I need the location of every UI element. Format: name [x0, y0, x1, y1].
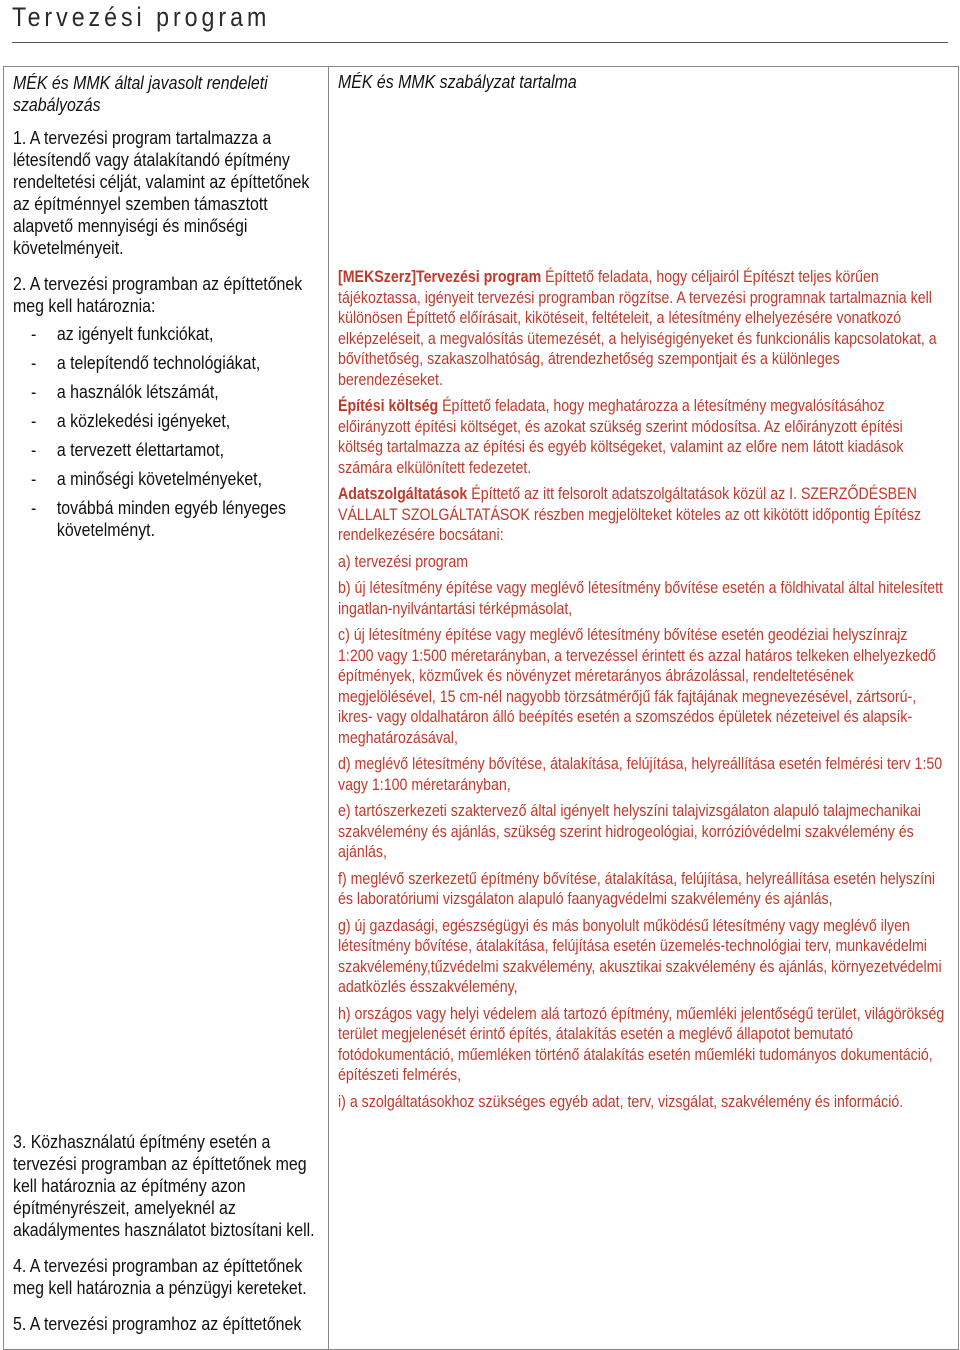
paragraph-text: Építtető feladata, hogy meghatározza a létesítmény megvalósításához előirányzott építési költséget, és azokat szükség szerint módosítsa. Az előirányzott építési költség tartalmazza az építési és egyéb költségeket, valamint az előre nem látott kiadások számára elkülönített fedezetet. [338, 397, 904, 477]
left-column-header: MÉK és MMK által javasolt rendeleti szabályozás [13, 72, 268, 115]
left-item-3: 3. Közhasználatú építmény esetén a tervezési programban az építtetőnek meg kell határoznia az építmény azon építményrészeit, amelyeknél az akadálymentes használatot biztosítani kell. [13, 1131, 315, 1240]
list-item: - a telepítendő technológiákat, [13, 352, 318, 374]
title-divider [12, 42, 948, 43]
list-item: - továbbá minden egyéb lényeges követelményt. [13, 497, 318, 541]
right-column-text [338, 267, 944, 1112]
left-item-2: 2. A tervezési programban az építtetőnek meg kell határoznia: [13, 273, 303, 316]
contract-paragraph [338, 484, 944, 546]
left-spacer [13, 548, 318, 1131]
contract-paragraph [338, 552, 944, 573]
paragraph-text: f) meglévő szerkezetű építmény bővítése, átalakítása, felújítása, helyreállítása esetén helyszíni és laboratóriumi vizsgálaton alapuló faanyagvédelmi szakvélemény és ajánlás, [338, 869, 936, 908]
paragraph-text: b) új létesítmény építése vagy meglévő létesítmény bővítése esetén a földhivatal által hitelesített ingatlan-nyilvántartási térképmásolat, [338, 579, 943, 618]
contract-paragraph [338, 625, 944, 748]
paragraph-text: a) tervezési program [338, 552, 469, 571]
list-item: - az igényelt funkciókat, [13, 323, 318, 345]
requirement-list [13, 323, 318, 541]
left-item-1: 1. A tervezési program tartalmazza a létesítendő vagy átalakítandó építmény rendeltetési célját, valamint az építtetőnek az építménnyel szemben támasztott alapvető mennyiségi és minőségi követelményeit. [13, 127, 310, 258]
left-item-5: 5. A tervezési programhoz az építtetőnek [13, 1313, 302, 1334]
contract-paragraph [338, 754, 944, 795]
contract-paragraph [338, 801, 944, 863]
right-column-header: MÉK és MMK szabályzat tartalma [338, 71, 577, 92]
paragraph-text: h) országos vagy helyi védelem alá tartozó építmény, műemléki jelentőségű terület, világörökség terület megjelenését érintő építés, átalakítás esetén a meglévő állapotot bemutató fotódokumentáció, műemléken történő átalakítás esetén műemléki tudományos dokumentáció, építészeti felmérés, [338, 1004, 945, 1084]
paragraph-heading: [MEKSzerz]Tervezési program [338, 268, 542, 286]
contract-paragraph [338, 916, 944, 998]
comparison-table [3, 66, 959, 1350]
paragraph-heading: Építési költség [338, 397, 439, 415]
paragraph-text: Építtető az itt felsorolt adatszolgáltatások közül az I. SZERZŐDÉSBEN VÁLLALT SZOLGÁLTATÁSOK részben megjelölteket köteles az ott kikötött időpontig Építész rendelkezésére bocsátani: [338, 485, 922, 544]
left-column-text [13, 72, 318, 1335]
left-item-4: 4. A tervezési programban az építtetőnek meg kell határoznia a pénzügyi kereteket. [13, 1255, 307, 1298]
list-item: - a minőségi követelményeket, [13, 468, 318, 490]
paragraph-text: i) a szolgáltatásokhoz szükséges egyéb adat, terv, vizsgálat, szakvélemény és információ. [338, 1092, 904, 1111]
paragraph-text: Építtető feladata, hogy céljairól Építészt teljes körűen tájékoztassa, igényeit tervezési programban rögzítse. A tervezési programnak tartalmaznia kell különösen Építtető előírásait, kikötéseit, feltételeit, a létesítmény elhelyezésére vonatkozó elképzeléseit, a megvalósítás ütemezését, a helyiségigényeket és funkcionális kapcsolatokat, a bővíthetőség, szakaszolhatóság, átrendezhetőség szempontjait és a különleges berendezéseket. [338, 268, 937, 389]
contract-paragraph [338, 267, 944, 390]
right-spacer [338, 93, 950, 267]
contract-paragraph [338, 396, 944, 478]
paragraph-text: g) új gazdasági, egészségügyi és más bonyolult működésű létesítmény vagy meglévő ilyen létesítmény bővítése, átalakítása, felújítása esetén üzemelés-technológiai terv, munkavédelmi szakvélemény,tűzvédelmi szakvélemény, akusztikai szakvélemény és ajánlás, környezetvédelmi adatközlés ésszakvélemény, [338, 916, 942, 996]
list-item: - a tervezett élettartamot, [13, 439, 318, 461]
list-item: - a közlekedési igényeket, [13, 410, 318, 432]
right-column-cell [329, 67, 959, 1350]
contract-paragraph [338, 869, 944, 910]
paragraph-text: c) új létesítmény építése vagy meglévő létesítmény bővítése esetén geodéziai helyszínrajz 1:200 vagy 1:500 méretarányban, a tervezéssel érintett és azzal határos telkeken elhelyezkedő építmények, közművek és növényzet méretarányos ábrázolással, rendeltetésének megjelölésével, 15 cm-nél nagyobb törzsátmérőjű fák fajtájának megnevezésével, zártsorú-, ikres- vagy oldalhatáron álló beépítés esetén a szomszédos épületek nézeteivel és alapsík-meghatározásával, [338, 626, 936, 747]
paragraph-text: e) tartószerkezeti szaktervező által igényelt helyszíni talajvizsgálaton alapuló talajmechanikai szakvélemény és ajánlás, szükség szerint hidrogeológiai, korrózióvédelmi szakvélemény és ajánlás, [338, 802, 921, 861]
contract-paragraph [338, 1004, 944, 1086]
left-column-cell [4, 67, 329, 1350]
contract-paragraph [338, 578, 944, 619]
list-item: - a használók létszámát, [13, 381, 318, 403]
paragraph-text: d) meglévő létesítmény bővítése, átalakítása, felújítása, helyreállítása esetén felmérési terv 1:50 vagy 1:100 méretarányban, [338, 755, 943, 794]
page-title: Tervezési program [12, 2, 271, 32]
paragraph-heading: Adatszolgáltatások [338, 485, 468, 503]
contract-paragraph [338, 1092, 944, 1113]
